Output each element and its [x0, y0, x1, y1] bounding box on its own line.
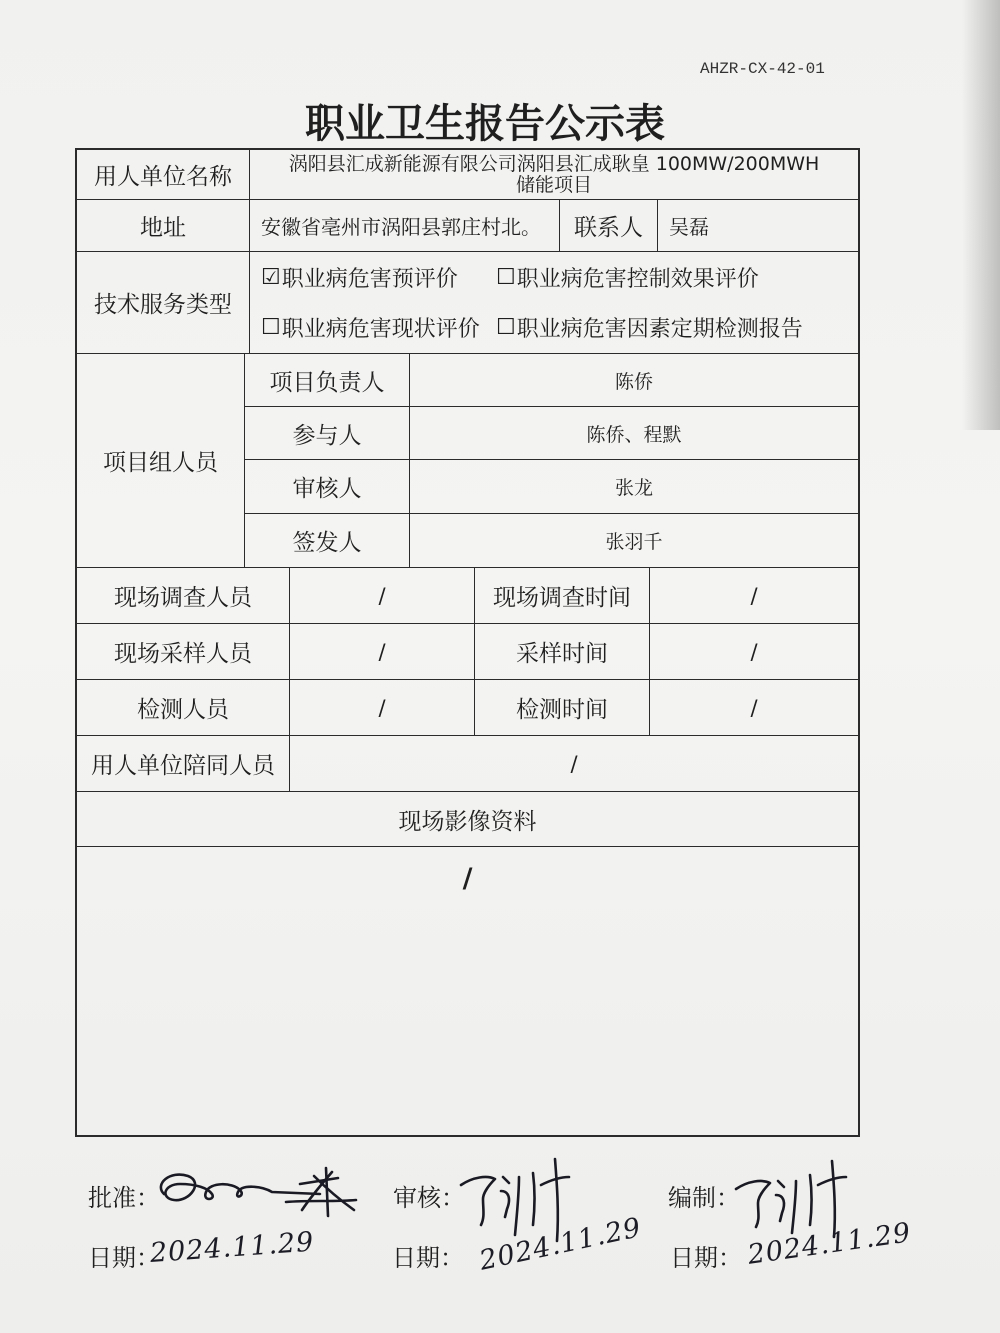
option-label: 职业病危害现状评价 [281, 316, 480, 342]
team-label: 项目组人员 [103, 450, 218, 476]
unit-name-value [289, 154, 820, 196]
team-role-cell [245, 514, 410, 568]
unit-name-line-2: 储能项目 [515, 173, 592, 196]
time-value: / [750, 583, 758, 608]
address-value-cell [250, 200, 560, 252]
team-role-cell [245, 354, 410, 407]
checkbox-checked-icon: ☑ [261, 264, 281, 290]
media-value: / [462, 863, 473, 894]
document-code: AHZR-CX-42-01 [700, 60, 825, 78]
contact-label-cell [560, 200, 658, 252]
team-name-cell [410, 407, 860, 460]
field-value-cell [290, 568, 475, 624]
team-role: 审核人 [292, 476, 362, 502]
checkbox-empty-icon: ☐ [496, 264, 516, 290]
team-name: 张龙 [614, 477, 653, 499]
row-group-team [77, 354, 860, 568]
unit-name-value-cell [250, 150, 860, 200]
option-label: 职业病危害控制效果评价 [516, 266, 759, 292]
team-members [245, 354, 860, 568]
time-value-cell [650, 568, 860, 624]
row-address [77, 200, 860, 252]
row-service-type [77, 252, 860, 354]
approve-date-handwritten: 2024.11.29 [148, 1226, 316, 1269]
escort-value: / [570, 751, 578, 776]
time-label: 现场调查时间 [493, 585, 631, 611]
report-table [75, 148, 860, 1137]
approve-label: 批准： [88, 1184, 160, 1212]
service-type-options [250, 252, 860, 354]
service-type-label: 技术服务类型 [94, 292, 232, 318]
date-label: 日期： [88, 1244, 160, 1272]
option-status-evaluation [261, 312, 496, 343]
option-control-effect [496, 262, 759, 293]
team-role-cell [245, 407, 410, 460]
field-value: / [378, 695, 386, 720]
time-value: / [750, 639, 758, 664]
field-label: 现场采样人员 [114, 641, 252, 667]
field-label-cell [77, 624, 290, 680]
service-options-line-1 [261, 252, 759, 302]
compile-label: 编制： [668, 1184, 740, 1212]
field-value: / [378, 639, 386, 664]
team-role-cell [245, 460, 410, 514]
team-name-cell [410, 354, 860, 407]
checkbox-empty-icon: ☐ [496, 314, 516, 340]
escort-label-cell [77, 736, 290, 792]
option-label: 职业病危害预评价 [281, 266, 458, 292]
team-row-leader [245, 354, 860, 407]
review-label: 审核： [393, 1184, 465, 1212]
row-media-header [77, 792, 860, 847]
option-label: 职业病危害因素定期检测报告 [516, 316, 803, 342]
page-title: 职业卫生报告公示表 [305, 101, 665, 147]
field-label: 现场调查人员 [114, 585, 252, 611]
team-name: 陈侨 [614, 370, 653, 393]
time-value: / [750, 695, 758, 720]
row-testing [77, 680, 860, 736]
checkbox-empty-icon: ☐ [261, 314, 281, 340]
address-label: 地址 [140, 215, 186, 241]
team-name-cell [410, 514, 860, 568]
time-label-cell [475, 624, 650, 680]
unit-name-label: 用人单位名称 [94, 164, 232, 190]
time-label-cell [475, 568, 650, 624]
time-label: 检测时间 [516, 697, 608, 723]
time-value-cell [650, 680, 860, 736]
team-row-reviewer [245, 460, 860, 514]
team-role: 项目负责人 [269, 369, 385, 396]
unit-name-line-1: 涡阳县汇成新能源有限公司涡阳县汇成耿皇 100MW/200MWH [288, 152, 820, 175]
time-value-cell [650, 624, 860, 680]
contact-label: 联系人 [574, 215, 643, 241]
option-periodic-testing [496, 312, 803, 343]
team-label-cell [77, 354, 245, 568]
time-label-cell [475, 680, 650, 736]
photo-shadow [962, 0, 1000, 430]
date-label: 日期： [670, 1244, 742, 1272]
row-escort [77, 736, 860, 792]
review-date-handwritten: 2024.11.29 [476, 1212, 645, 1277]
row-unit-name [77, 150, 860, 200]
escort-label: 用人单位陪同人员 [91, 753, 275, 779]
unit-name-label-cell [77, 150, 250, 200]
date-label: 日期： [392, 1244, 464, 1272]
address-value: 安徽省亳州市涡阳县郭庄村北。 [261, 215, 541, 239]
service-options-line-2 [261, 302, 803, 352]
address-label-cell [77, 200, 250, 252]
time-label: 采样时间 [516, 641, 608, 667]
compile-date-handwritten: 2024.11.29 [745, 1217, 914, 1271]
field-label-cell [77, 568, 290, 624]
media-label-cell [77, 792, 860, 847]
field-value: / [378, 583, 386, 608]
row-survey [77, 568, 860, 624]
escort-value-cell [290, 736, 860, 792]
option-pre-evaluation [261, 262, 496, 293]
team-row-issuer [245, 514, 860, 568]
contact-value: 吴磊 [669, 215, 709, 239]
row-media-content [77, 847, 860, 1137]
field-label-cell [77, 680, 290, 736]
team-role: 签发人 [292, 530, 362, 556]
team-role: 参与人 [292, 422, 362, 449]
team-name: 陈侨、程默 [586, 423, 682, 446]
row-sampling [77, 624, 860, 680]
team-name: 张羽千 [605, 531, 663, 553]
field-value-cell [290, 624, 475, 680]
contact-value-cell [658, 200, 860, 252]
approver-signature [150, 1158, 360, 1220]
service-type-label-cell [77, 252, 250, 354]
team-name-cell [410, 460, 860, 514]
field-label: 检测人员 [137, 697, 229, 723]
media-content-cell [77, 847, 860, 1137]
field-value-cell [290, 680, 475, 736]
team-row-participants [245, 407, 860, 460]
media-label: 现场影像资料 [398, 808, 537, 835]
